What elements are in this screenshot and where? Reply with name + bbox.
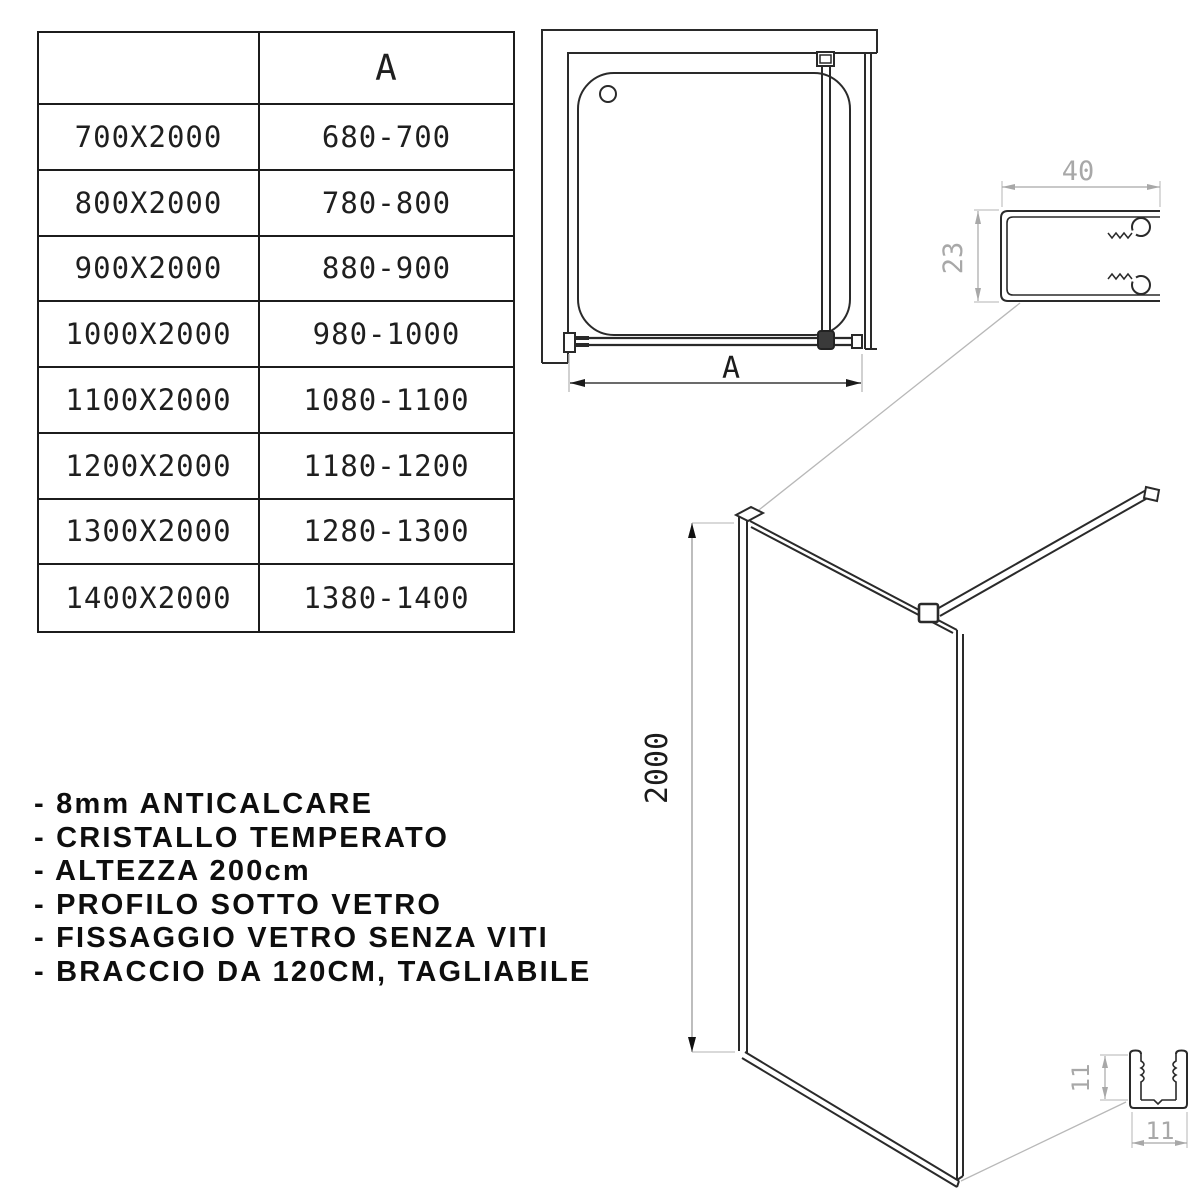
wall-profile-outline: [1001, 211, 1160, 301]
wall-profile-detail: [938, 156, 1160, 302]
table-row-size: 1000X2000: [39, 302, 260, 368]
glass-end-cap-plan: [852, 335, 862, 348]
table-row-range: 1180-1200: [260, 434, 513, 500]
clamp-tab-top: [575, 336, 589, 340]
wall-profile-dims: [938, 156, 1160, 302]
table-row-size: 700X2000: [39, 105, 260, 171]
arm-end-cap-3d: [1144, 487, 1159, 501]
floor-profile-rib-right: [1173, 1054, 1176, 1100]
table-row-size: 1300X2000: [39, 500, 260, 566]
floor-profile-dims: [1067, 1055, 1187, 1148]
size-table: [37, 31, 515, 633]
feature-item: - FISSAGGIO VETRO SENZA VITI: [34, 922, 549, 954]
table-row-range: 1380-1400: [303, 581, 470, 616]
serration-bottom: [1108, 274, 1132, 279]
shower-tray: [578, 73, 850, 335]
table-row-size: 1200X2000: [39, 434, 260, 500]
glass-bottom-profile: [742, 1052, 959, 1187]
panel-height-label: 2000: [640, 731, 675, 805]
table-row-size: 1400X2000: [39, 565, 260, 631]
plan-width-label: A: [721, 351, 741, 386]
plan-view: [542, 30, 877, 392]
glass-right-edge: [957, 630, 963, 1180]
table-row-size: 1100X2000: [39, 368, 260, 434]
table-row-size: 900X2000: [39, 237, 260, 303]
table-row-size: 800X2000: [39, 171, 260, 237]
floor-profile-height-label: 11: [1067, 1063, 1095, 1093]
leader-floor-profile: [961, 1102, 1126, 1181]
arm-glass-bracket-plan: [818, 331, 834, 349]
feature-item: - PROFILO SOTTO VETRO: [34, 888, 443, 921]
dimension-a: [569, 351, 862, 392]
right-wall: [865, 53, 877, 349]
feature-item: - CRISTALLO TEMPERATO: [34, 821, 450, 854]
support-arm-plan: [822, 66, 830, 331]
table-header-a: A: [260, 33, 513, 105]
feature-list: [34, 788, 694, 989]
clamp-tab-bottom: [575, 343, 589, 347]
floor-profile-outline: [1130, 1053, 1187, 1108]
floor-profile-top-right: [1176, 1051, 1187, 1055]
table-row-range: 780-800: [260, 171, 513, 237]
support-arm-3d: [937, 489, 1151, 616]
glass-wall-clamp-plan: [564, 333, 575, 352]
floor-profile-inner-bottom: [1141, 1100, 1176, 1104]
floor-profile-top-left: [1130, 1051, 1141, 1055]
table-row-range: 680-700: [260, 105, 513, 171]
wall-profile-width-label: 40: [1061, 156, 1095, 187]
drain-icon: [600, 86, 616, 102]
wall-profile-height-label: 23: [938, 241, 969, 275]
table-header-size: [39, 33, 260, 105]
table-row-range: 880-900: [260, 237, 513, 303]
floor-profile-detail: [1067, 1051, 1187, 1149]
table-row-range: 1280-1300: [260, 500, 513, 566]
serration-top: [1108, 233, 1132, 238]
feature-item: - 8mm ANTICALCARE: [34, 788, 374, 820]
table-row-range: 980-1000: [260, 302, 513, 368]
table-row-range: 1080-1100: [260, 368, 513, 434]
glass-panel-plan: [588, 338, 852, 345]
floor-profile-width-label: 11: [1145, 1117, 1175, 1145]
floor-profile-rib-left: [1141, 1054, 1144, 1100]
arm-glass-bracket-3d: [919, 604, 938, 622]
feature-item: - BRACCIO DA 120CM, TAGLIABILE: [34, 955, 592, 988]
feature-item: - ALTEZZA 200cm: [34, 855, 311, 887]
wall-profile-bar: [739, 517, 747, 1053]
